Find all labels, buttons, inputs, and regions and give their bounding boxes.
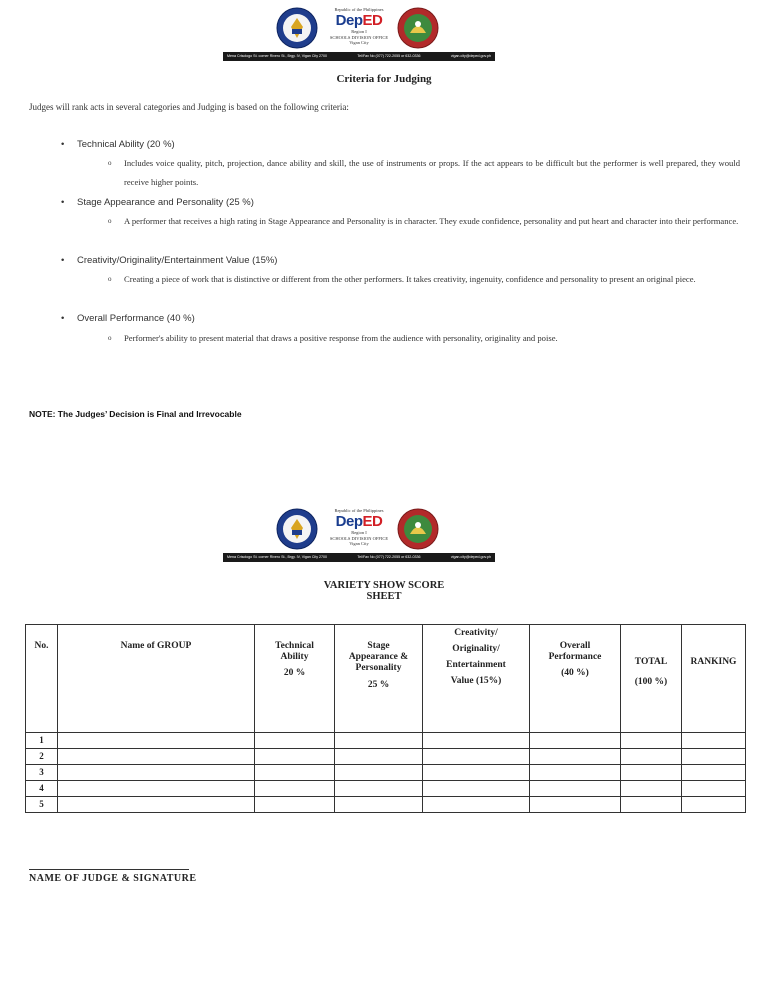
row-number: 3	[26, 765, 58, 781]
city-text: Vigan City	[349, 541, 369, 546]
col-technical: Technical Ability 20 %	[255, 625, 335, 733]
technical-cell[interactable]	[255, 749, 335, 765]
criteria-item-creativity: • Creativity/Originality/Entertainment Value (15%)	[61, 255, 278, 266]
ranking-cell[interactable]	[682, 749, 746, 765]
table-row	[26, 781, 746, 797]
overall-cell[interactable]	[530, 749, 621, 765]
city-text: Vigan City	[349, 40, 369, 45]
telephone-text: Tel/Fax No (077) 722-2055 or 632-0336	[357, 54, 421, 58]
technical-cell[interactable]	[255, 797, 335, 813]
creativity-cell[interactable]	[423, 797, 530, 813]
email-text: vigan.city@deped.gov.ph	[450, 54, 491, 58]
col-ranking: RANKING	[682, 625, 746, 733]
telephone-text: Tel/Fax No (077) 722-2055 or 632-0336	[357, 555, 421, 559]
total-cell[interactable]	[621, 781, 682, 797]
row-number: 2	[26, 749, 58, 765]
col-creativity: Creativity/ Originality/ Entertainment Value (15%)	[423, 625, 530, 733]
letterhead-center	[324, 508, 394, 547]
office-text: SCHOOLS DIVISION OFFICE	[329, 535, 389, 541]
deped-logo: DepED	[335, 12, 383, 29]
address-bar	[223, 52, 495, 61]
creativity-cell[interactable]	[423, 781, 530, 797]
table-row	[26, 749, 746, 765]
region-text: Region I	[351, 530, 367, 535]
stage-cell[interactable]	[335, 765, 423, 781]
total-cell[interactable]	[621, 797, 682, 813]
technical-cell[interactable]	[255, 733, 335, 749]
col-overall: Overall Performance (40 %)	[530, 625, 621, 733]
score-sheet-title: VARIETY SHOW SCORE SHEET	[323, 580, 445, 602]
address-text: Mena Crisologo St. corner Rivero St., Brgy. IV, Vigan City 2700	[227, 555, 328, 559]
stage-cell[interactable]	[335, 797, 423, 813]
col-stage: Stage Appearance & Personality 25 %	[335, 625, 423, 733]
ranking-cell[interactable]	[682, 765, 746, 781]
judges-note: NOTE: The Judges’ Decision is Final and Irrevocable	[29, 409, 242, 419]
stage-cell[interactable]	[335, 749, 423, 765]
criteria-desc-creativity: o Creating a piece of work that is distinctive or different from the other performers. It takes creativity, ingenuity, confidence and personality to present an original piece.	[108, 274, 696, 284]
ranking-cell[interactable]	[682, 781, 746, 797]
group-name-cell[interactable]	[58, 781, 255, 797]
creativity-cell[interactable]	[423, 749, 530, 765]
division-seal-icon	[397, 508, 439, 550]
ranking-cell[interactable]	[682, 733, 746, 749]
total-cell[interactable]	[621, 749, 682, 765]
deped-logo: DepED	[335, 513, 383, 530]
criteria-title: Criteria for Judging	[336, 73, 432, 85]
letterhead-center	[324, 7, 394, 46]
total-cell[interactable]	[621, 765, 682, 781]
deped-seal-icon	[276, 508, 318, 550]
criteria-item-overall: • Overall Performance (40 %)	[61, 313, 195, 324]
criteria-desc-overall: o Performer's ability to present material that draws a positive response from the audience with personality, originality and poise.	[108, 333, 558, 343]
col-total: TOTAL (100 %)	[621, 625, 682, 733]
republic-text: Republic of the Philippines	[334, 508, 384, 513]
creativity-cell[interactable]	[423, 765, 530, 781]
criteria-item-stage: • Stage Appearance and Personality (25 %)	[61, 197, 254, 208]
office-text: SCHOOLS DIVISION OFFICE	[329, 34, 389, 40]
division-seal-icon	[397, 7, 439, 49]
overall-cell[interactable]	[530, 781, 621, 797]
stage-cell[interactable]	[335, 781, 423, 797]
table-row	[26, 797, 746, 813]
overall-cell[interactable]	[530, 797, 621, 813]
technical-cell[interactable]	[255, 765, 335, 781]
region-text: Region I	[351, 29, 367, 34]
letterhead-bottom	[0, 508, 768, 568]
address-text: Mena Crisologo St. corner Rivero St., Brgy. IV, Vigan City 2700	[227, 54, 328, 58]
score-table-header	[26, 625, 746, 733]
technical-cell[interactable]	[255, 781, 335, 797]
letterhead-top	[0, 7, 768, 67]
criteria-desc-stage: o A performer that receives a high rating in Stage Appearance and Personality is in character. They exude confidence, personality and put heart and character into their performance.	[108, 216, 739, 226]
col-group-name: Name of GROUP	[58, 625, 255, 733]
col-no: No.	[26, 625, 58, 733]
address-bar	[223, 553, 495, 562]
ranking-cell[interactable]	[682, 797, 746, 813]
criteria-item-technical: • Technical Ability (20 %)	[61, 139, 175, 150]
criteria-desc-technical: o Includes voice quality, pitch, projection, dance ability and skill, the use of instruments or props. If the act appears to be difficult but the performer is well prepared, they would receive higher points.	[108, 158, 740, 187]
group-name-cell[interactable]	[58, 797, 255, 813]
signature-label: NAME OF JUDGE & SIGNATURE	[29, 873, 197, 884]
republic-text: Republic of the Philippines	[334, 7, 384, 12]
group-name-cell[interactable]	[58, 765, 255, 781]
criteria-intro: Judges will rank acts in several categories and Judging is based on the following criteria:	[29, 102, 349, 112]
stage-cell[interactable]	[335, 733, 423, 749]
total-cell[interactable]	[621, 733, 682, 749]
score-table	[25, 624, 746, 813]
row-number: 5	[26, 797, 58, 813]
overall-cell[interactable]	[530, 765, 621, 781]
email-text: vigan.city@deped.gov.ph	[450, 555, 491, 559]
deped-seal-icon	[276, 7, 318, 49]
creativity-cell[interactable]	[423, 733, 530, 749]
group-name-cell[interactable]	[58, 733, 255, 749]
row-number: 4	[26, 781, 58, 797]
signature-line[interactable]	[29, 869, 189, 870]
overall-cell[interactable]	[530, 733, 621, 749]
row-number: 1	[26, 733, 58, 749]
table-row	[26, 765, 746, 781]
group-name-cell[interactable]	[58, 749, 255, 765]
table-row	[26, 733, 746, 749]
